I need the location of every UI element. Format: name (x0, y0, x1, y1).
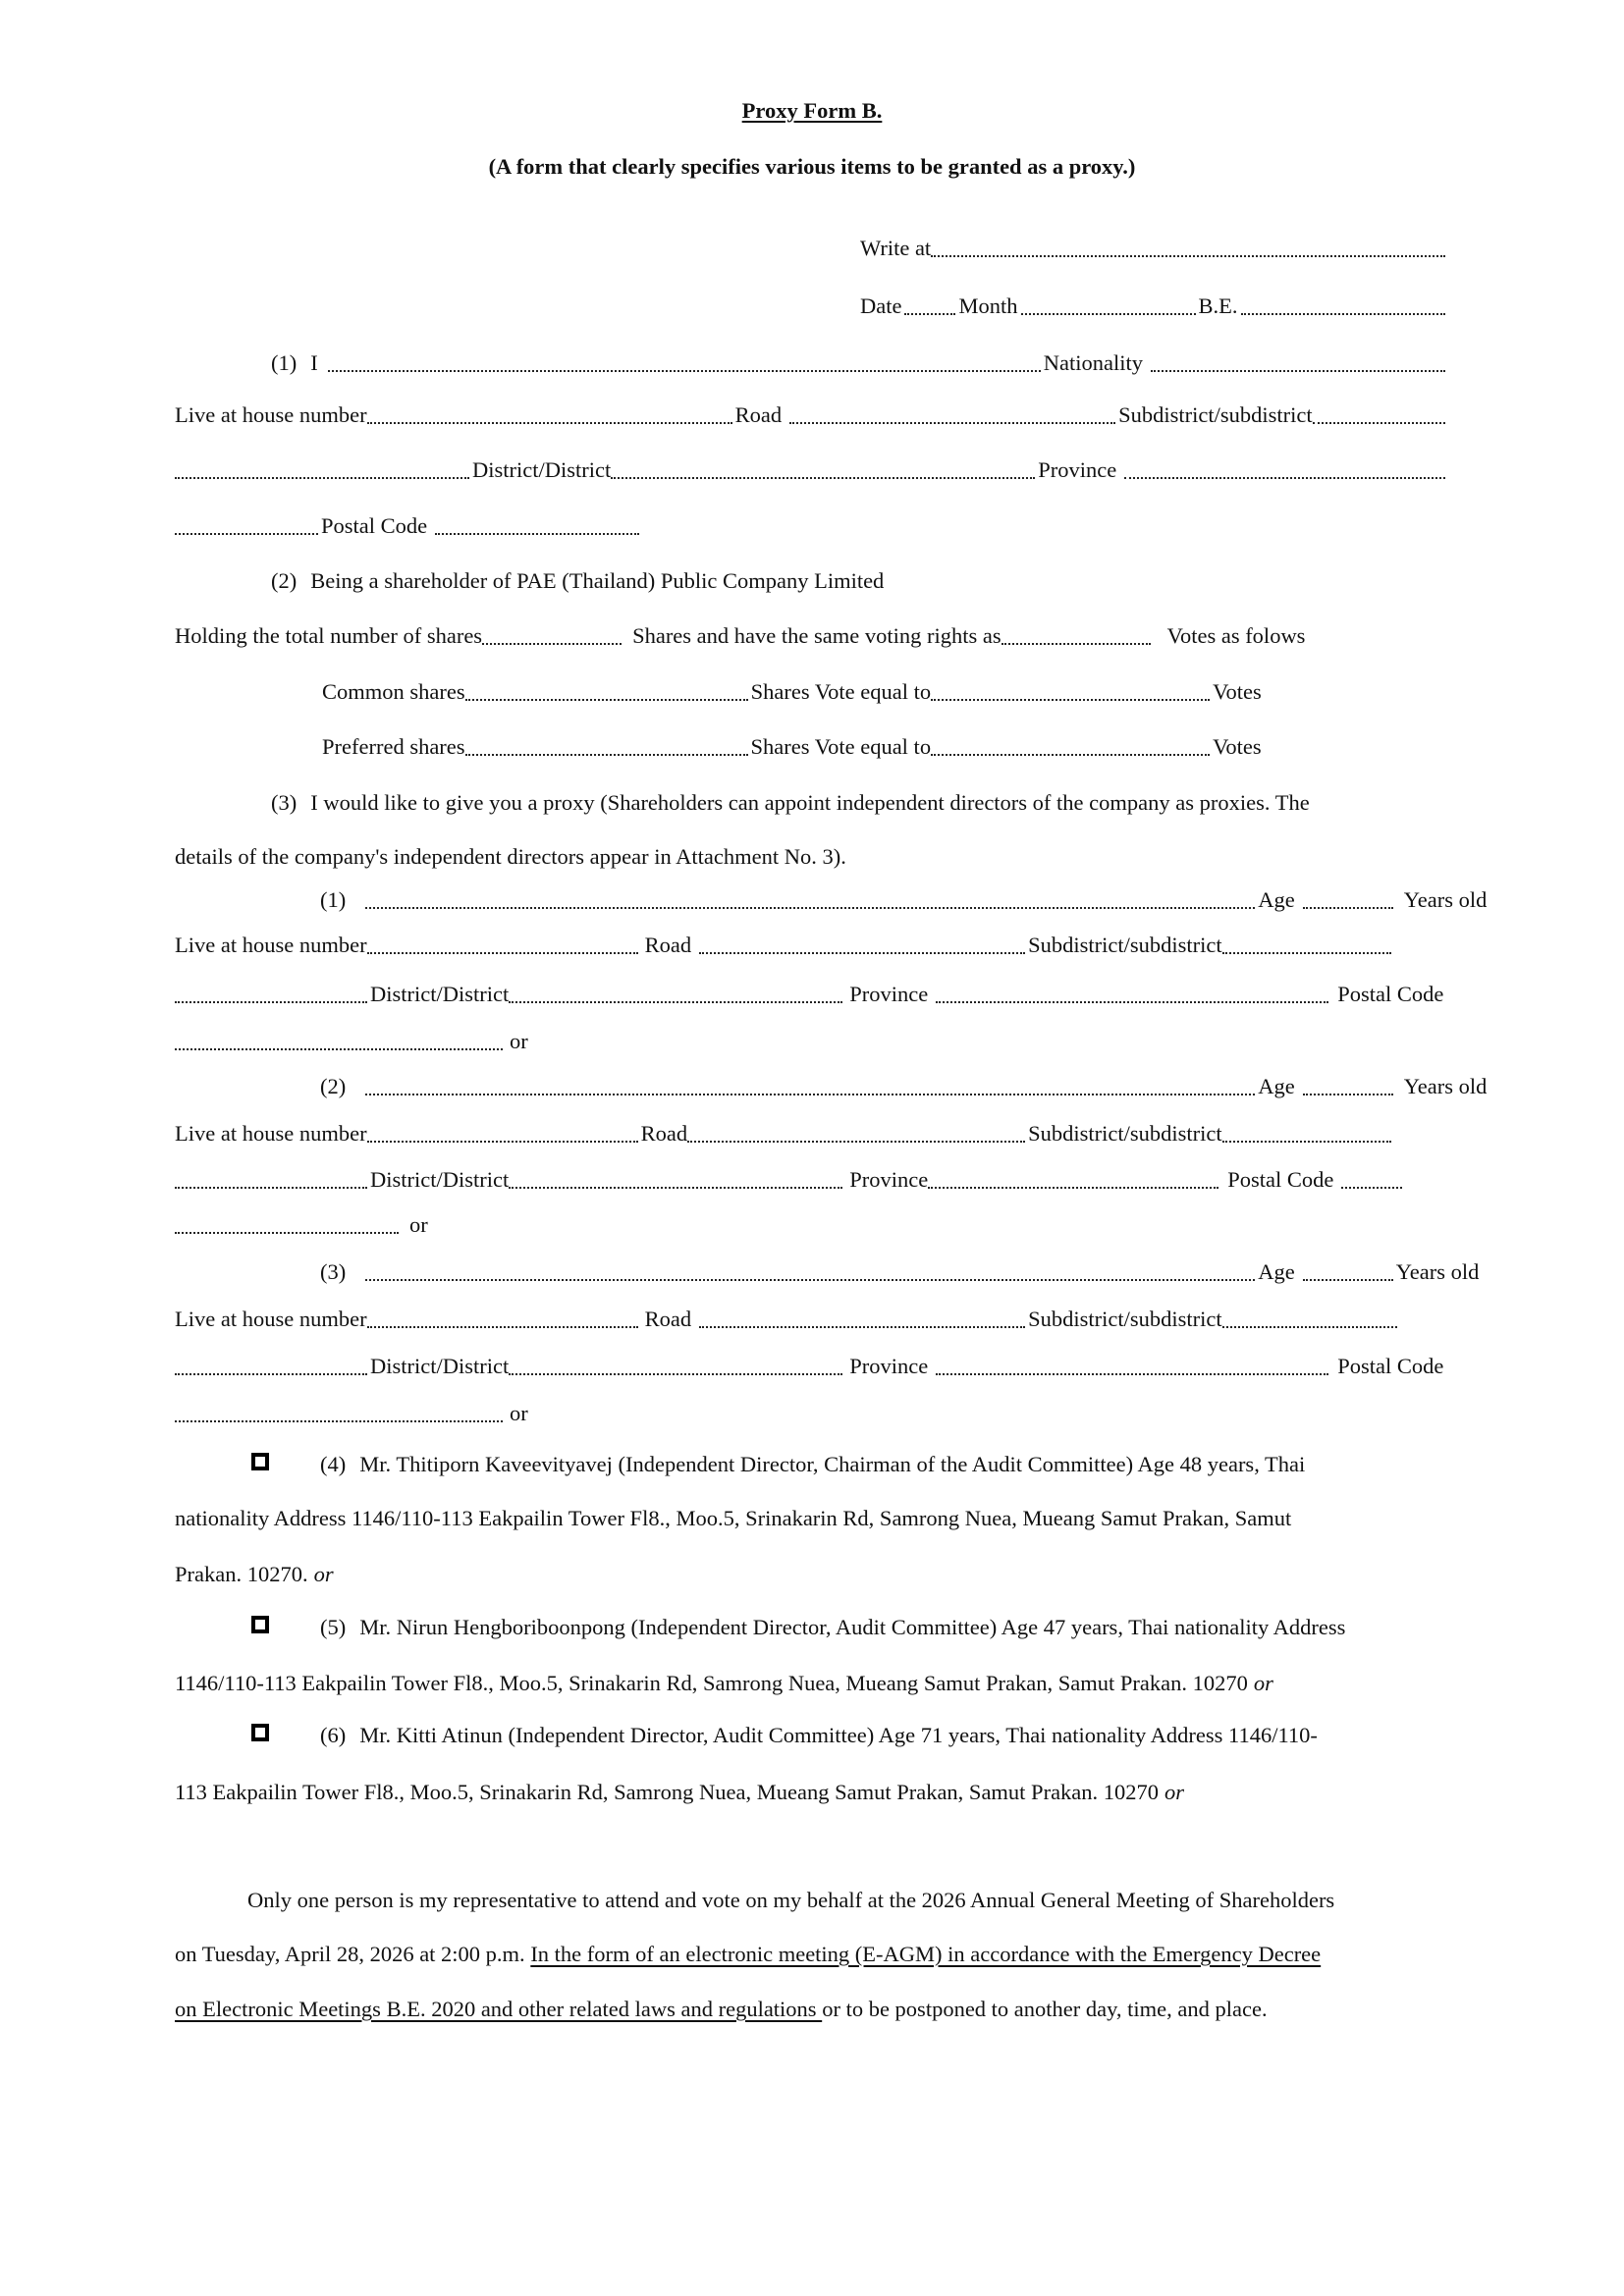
proxy1-or-label: or (510, 1029, 528, 1053)
proxy3-district-row (175, 1352, 1490, 1381)
director6-address: 113 Eakpailin Tower Fl8., Moo.5, Srinakarin Rd, Samrong Nuea, Mueang Samut Prakan, Samut Prakan. 10270 (175, 1780, 1160, 1804)
proxy1-postal-field[interactable] (175, 1048, 503, 1050)
proxy2-subdistrict-label: Subdistrict/subdistrict (1028, 1121, 1222, 1146)
proxy2-province-label: Province (849, 1167, 929, 1192)
proxy2-postal-field-cont[interactable] (175, 1232, 399, 1234)
common-shares-label: Common shares (322, 679, 465, 704)
section3-intro-text: I would like to give you a proxy (Shareholders can appoint independent directors of the company as proxies. The (310, 790, 1310, 815)
director4-line1 (320, 1450, 1305, 1479)
province-field[interactable] (1124, 477, 1445, 479)
proxy1-age-field[interactable] (1303, 907, 1393, 909)
proxy3-address-row (175, 1305, 1451, 1334)
proxy1-district-row (175, 980, 1490, 1009)
director5-or-label: or (1253, 1671, 1273, 1695)
director6-line1 (320, 1721, 1318, 1750)
road-label: Road (734, 402, 783, 427)
month-field[interactable] (1021, 313, 1196, 315)
meeting-date-text: on Tuesday, April 28, 2026 at 2:00 p.m. (175, 1942, 531, 1966)
section2-text: Being a shareholder of PAE (Thailand) Public Company Limited (310, 568, 885, 593)
proxy3-district-field[interactable] (509, 1373, 842, 1375)
house-number-field[interactable] (367, 422, 732, 424)
postal-code-field[interactable] (435, 533, 639, 535)
document-title-text: Proxy Form B. (741, 98, 883, 123)
section3-number: (3) (271, 790, 298, 815)
proxy3-subdistrict-label: Subdistrict/subdistrict (1028, 1307, 1222, 1331)
proxy1-province-label: Province (849, 982, 929, 1006)
proxy2-name-field[interactable] (365, 1094, 1255, 1095)
preferred-shares-row (322, 732, 1262, 762)
director5-checkbox[interactable] (251, 1616, 269, 1633)
proxy3-road-label: Road (644, 1307, 692, 1331)
subdistrict-field[interactable] (1313, 422, 1445, 424)
preferred-votes-label: Votes (1213, 734, 1262, 759)
section3-intro-line2: details of the company's independent directors appear in Attachment No. 3). (175, 844, 846, 869)
proxy1-postal-label: Postal Code (1337, 982, 1444, 1006)
section1-district-row (175, 455, 1448, 485)
proxy1-district-field[interactable] (509, 1001, 842, 1003)
emergency-decree-text: on Electronic Meetings B.E. 2020 and other related laws and regulations (175, 1997, 823, 2021)
proxy3-house-field[interactable] (367, 1326, 638, 1328)
proxy1-name-row (320, 885, 1518, 915)
date-field[interactable] (904, 313, 955, 315)
proxy1-province-field[interactable] (936, 1001, 1328, 1003)
proxy2-house-field[interactable] (367, 1141, 638, 1143)
proxy1-years-label: Years old (1403, 887, 1488, 912)
proxy3-age-label: Age (1258, 1259, 1295, 1284)
write-at-row (860, 234, 1448, 263)
road-field[interactable] (789, 422, 1115, 424)
subdistrict-field-cont[interactable] (175, 477, 469, 479)
postponement-text: or to be postponed to another day, time, and place. (822, 1997, 1268, 2021)
proxy2-or-label: or (409, 1212, 428, 1237)
be-label: B.E. (1198, 294, 1238, 318)
proxy3-province-label: Province (849, 1354, 929, 1378)
shareholder-name-field[interactable] (328, 370, 1041, 372)
section1-postal-row (175, 511, 685, 541)
closing-line2 (175, 1940, 1321, 1969)
director6-checkbox[interactable] (251, 1724, 269, 1741)
proxy2-district-label: District/District (370, 1167, 510, 1192)
total-shares-field[interactable] (482, 643, 622, 645)
director4-line2: nationality Address 1146/110-113 Eakpailin Tower Fl8., Moo.5, Srinakarin Rd, Samrong Nuea, Mueang Samut Prakan, Samut (175, 1506, 1292, 1530)
proxy2-house-label: Live at house number (175, 1121, 367, 1146)
date-label: Date (860, 294, 902, 318)
shares-voting-label: Shares and have the same voting rights as (632, 623, 1001, 648)
proxy2-road-field[interactable] (687, 1141, 1025, 1143)
director6-number: (6) (320, 1723, 347, 1747)
proxy1-district-label: District/District (370, 982, 510, 1006)
proxy1-postal-row (175, 1027, 528, 1056)
common-votes-label: Votes (1213, 679, 1262, 704)
proxy3-years-label: Years old (1395, 1259, 1480, 1284)
proxy3-province-field[interactable] (936, 1373, 1328, 1375)
document-subtitle: (A form that clearly specifies various items to be granted as a proxy.) (488, 154, 1136, 179)
nationality-label: Nationality (1043, 350, 1143, 375)
proxy1-subdistrict-field-cont[interactable] (175, 1001, 367, 1003)
director4-number: (4) (320, 1452, 347, 1476)
province-field-cont[interactable] (175, 533, 318, 535)
director4-checkbox[interactable] (251, 1453, 269, 1470)
voting-rights-field[interactable] (1001, 643, 1151, 645)
nationality-field[interactable] (1151, 370, 1445, 372)
proxy1-subdistrict-field[interactable] (1222, 952, 1391, 954)
director6-or-label: or (1164, 1780, 1185, 1804)
director5-number: (5) (320, 1615, 347, 1639)
proxy2-address-row (175, 1119, 1451, 1148)
section2-intro (271, 566, 884, 596)
director5-address: 1146/110-113 Eakpailin Tower Fl8., Moo.5, Srinakarin Rd, Samrong Nuea, Mueang Samut Prakan, Samut Prakan. 10270 (175, 1671, 1248, 1695)
proxy2-postal-label: Postal Code (1227, 1167, 1334, 1192)
director5-line2 (175, 1669, 1273, 1698)
write-at-label: Write at (860, 236, 932, 260)
proxy3-subdistrict-field[interactable] (1222, 1326, 1397, 1328)
postal-code-label: Postal Code (321, 513, 428, 538)
proxy3-name-field[interactable] (365, 1279, 1255, 1281)
be-year-field[interactable] (1241, 313, 1445, 315)
votes-as-follows-label: Votes as folows (1166, 623, 1306, 648)
proxy3-postal-row (175, 1399, 528, 1428)
proxy3-subdistrict-field-cont[interactable] (175, 1373, 367, 1375)
proxy1-address-row (175, 931, 1451, 960)
preferred-votes-field[interactable] (931, 754, 1210, 756)
proxy2-province-field[interactable] (928, 1187, 1218, 1189)
proxy2-subdistrict-field-cont[interactable] (175, 1187, 367, 1189)
director4-address-end: Prakan. 10270. (175, 1562, 308, 1586)
preferred-shares-vote-label: Shares Vote equal to (750, 734, 932, 759)
proxy2-district-field[interactable] (509, 1187, 842, 1189)
proxy2-postal-field[interactable] (1341, 1187, 1402, 1189)
preferred-shares-label: Preferred shares (322, 734, 465, 759)
house-number-label: Live at house number (175, 402, 367, 427)
holding-label: Holding the total number of shares (175, 623, 483, 648)
write-at-field[interactable] (931, 255, 1445, 257)
proxy1-road-field[interactable] (699, 952, 1025, 954)
proxy1-house-field[interactable] (367, 952, 638, 954)
proxy3-number: (3) (320, 1259, 347, 1284)
proxy3-house-label: Live at house number (175, 1307, 367, 1331)
proxy3-or-label: or (510, 1401, 528, 1425)
proxy2-number: (2) (320, 1074, 347, 1098)
proxy1-house-label: Live at house number (175, 933, 367, 957)
director5-text: Mr. Nirun Hengboriboonpong (Independent Director, Audit Committee) Age 47 years, Thai nationality Address (359, 1615, 1346, 1639)
section2-number: (2) (271, 568, 298, 593)
district-field[interactable] (611, 477, 1035, 479)
month-label: Month (958, 294, 1018, 318)
proxy2-road-label: Road (640, 1121, 688, 1146)
closing-line3 (175, 1995, 1268, 2024)
proxy1-subdistrict-label: Subdistrict/subdistrict (1028, 933, 1222, 957)
e-agm-text: In the form of an electronic meeting (E-AGM) in accordance with the Emergency Decree (530, 1942, 1322, 1966)
proxy3-name-row (320, 1257, 1518, 1287)
proxy1-name-field[interactable] (365, 907, 1255, 909)
document-title (0, 98, 1624, 124)
proxy3-district-label: District/District (370, 1354, 510, 1378)
director4-or-label: or (313, 1562, 334, 1586)
district-label: District/District (472, 457, 612, 482)
director5-line1 (320, 1613, 1345, 1642)
director6-line2 (175, 1778, 1184, 1807)
proxy2-name-row (320, 1072, 1518, 1101)
holding-row (175, 621, 1451, 651)
i-label: I (310, 350, 318, 375)
director4-line3 (175, 1560, 334, 1589)
section1-name-row (271, 348, 1448, 378)
proxy1-age-label: Age (1258, 887, 1295, 912)
proxy2-subdistrict-field[interactable] (1222, 1141, 1391, 1143)
director6-text: Mr. Kitti Atinun (Independent Director, Audit Committee) Age 71 years, Thai nationality Address 1146/110- (359, 1723, 1318, 1747)
section3-intro-line1 (271, 788, 1310, 818)
proxy1-road-label: Road (644, 933, 692, 957)
province-label: Province (1038, 457, 1117, 482)
proxy3-postal-label: Postal Code (1337, 1354, 1444, 1378)
preferred-shares-field[interactable] (465, 754, 748, 756)
proxy2-age-field[interactable] (1303, 1094, 1393, 1095)
common-shares-vote-label: Shares Vote equal to (750, 679, 932, 704)
date-row (860, 292, 1448, 321)
proxy3-road-field[interactable] (699, 1326, 1025, 1328)
proxy2-district-row (175, 1165, 1490, 1195)
proxy2-years-label: Years old (1403, 1074, 1488, 1098)
section1-number: (1) (271, 350, 298, 375)
proxy3-postal-field[interactable] (175, 1420, 503, 1422)
closing-line1: Only one person is my representative to attend and vote on my behalf at the 2026 Annual General Meeting of Shareholders (247, 1888, 1335, 1912)
common-votes-field[interactable] (931, 699, 1210, 701)
common-shares-field[interactable] (465, 699, 748, 701)
subdistrict-label: Subdistrict/subdistrict (1118, 402, 1313, 427)
proxy2-age-label: Age (1258, 1074, 1295, 1098)
common-shares-row (322, 677, 1262, 707)
proxy3-age-field[interactable] (1303, 1279, 1393, 1281)
proxy1-number: (1) (320, 887, 347, 912)
section1-address-row (175, 400, 1448, 430)
proxy2-postal-row (175, 1210, 428, 1240)
director4-text: Mr. Thitiporn Kaveevityavej (Independent Director, Chairman of the Audit Committee) Age 48 years, Thai (359, 1452, 1306, 1476)
